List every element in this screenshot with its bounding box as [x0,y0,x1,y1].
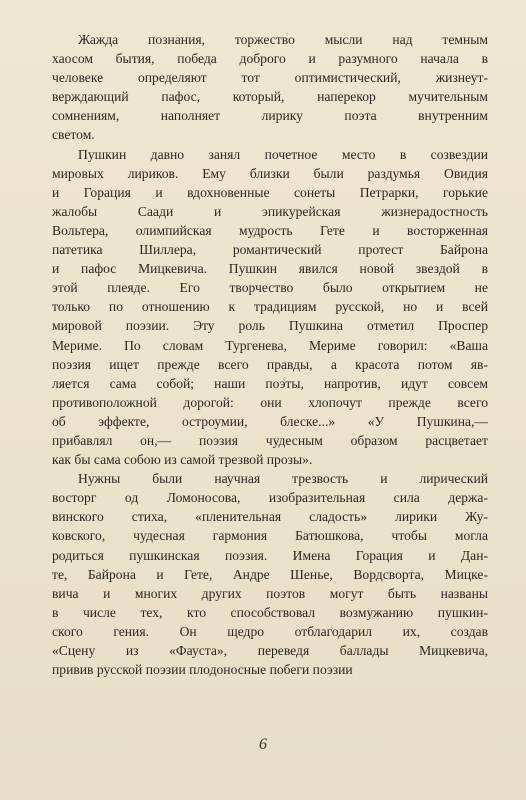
text-line: родиться пушкинская поэзия. Имена Горация и Дан- [52,547,488,563]
text-line: как бы сама собою из самой трезвой прозы». [52,452,313,468]
text-line: мировых лириков. Ему близки были раздумья Овидия [52,165,488,181]
text-line: хаосом бытия, победа доброго и разумного начала в [52,51,488,67]
page-number: 6 [259,736,267,753]
text-line: Мериме. По словам Тургенева, Мериме говорил: «Ваша [52,337,488,353]
text-line: патетика Шиллера, романтический протест Байрона [52,242,488,258]
text-line: ского гения. Он щедро отблагодарил их, создав [52,623,488,639]
text-line: винского стиха, «пленительная сладость» лирики Жу- [52,509,488,525]
body-text [52,30,488,679]
text-line: прибавлял он,— поэзия чудесным образом расцветает [52,432,488,448]
text-line: этой плеяде. Его творчество было открытием не [52,280,488,296]
text-line: в числе тех, кто способствовал возмужанию пушкин- [52,604,488,620]
paragraph [52,30,488,145]
text-line: противоположной дорогой: они хлопочут прежде всего [52,394,488,410]
text-line: ляется сама собой; наши поэты, напротив, идут совсем [52,375,488,391]
text-line: сомнениям, наполняет лирику поэта внутренним [52,108,488,124]
text-line: верждающий пафос, который, наперекор мучительным [52,89,488,105]
text-line: Жажда познания, торжество мысли над темным [78,32,488,47]
text-line: мировой поэзии. Эту роль Пушкина отметил Проспер [52,318,488,334]
text-line: Вольтера, олимпийская мудрость Гете и восторженная [52,222,488,238]
text-line: светом. [52,127,95,143]
text-line: «Сцену из «Фауста», переведя баллады Мицкевича, [52,643,488,658]
text-line: Нужны были научная трезвость и лирический [78,471,488,487]
text-line: те, Байрона и Гете, Андре Шенье, Вордсворта, Мицке- [52,566,488,582]
text-line: привив русской поэзии плодоносные побеги поэзии [52,662,353,678]
text-line: человеке определяют тот оптимистический, жизнеут- [52,70,488,86]
text-line: Пушкин давно занял почетное место в созвездии [78,146,488,162]
text-line: и Горация и вдохновенные сонеты Петрарки, горькие [52,184,488,200]
text-line: поэзия ищет прежде всего правды, а красота потом яв- [52,356,488,372]
text-line: восторг од Ломоносова, изобразительная сила держа- [52,490,488,506]
text-line: и пафос Мицкевича. Пушкин явился новой звездой в [52,261,488,277]
text-line: жалобы Саади и эпикурейская жизнерадостность [52,203,488,219]
text-line: об эффекте, остроумии, блеске...» «У Пушкина,— [52,413,488,429]
text-line: вича и многих других поэтов могут быть названы [52,585,488,601]
paragraph [52,145,488,470]
text-line: только по отношению к традициям русской, но и всей [52,299,488,315]
paragraph [52,469,488,679]
text-line: ковского, чудесная гармония Батюшкова, чтобы могла [52,528,488,544]
